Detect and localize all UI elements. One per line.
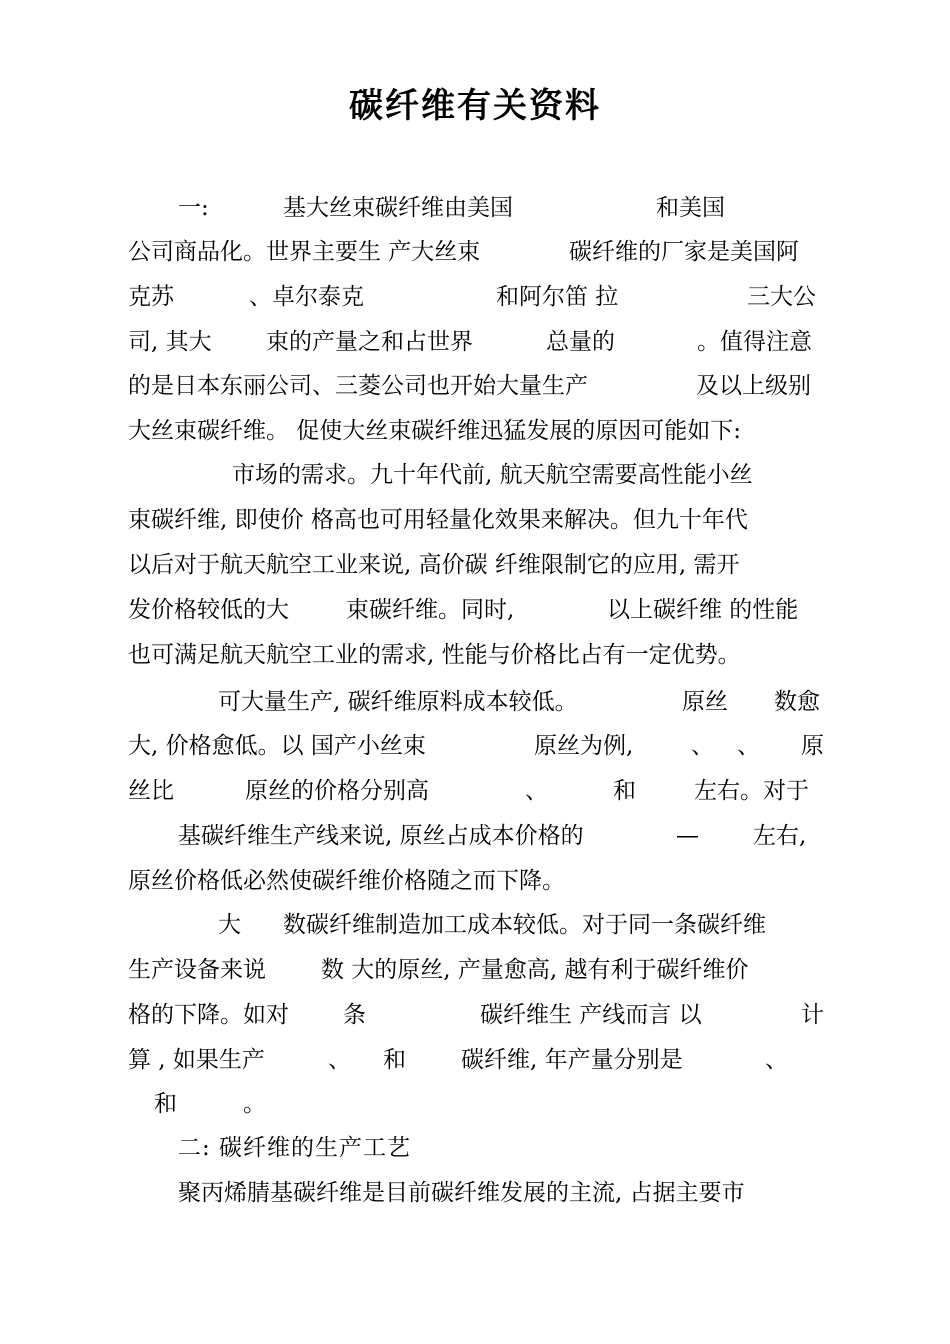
text-segment: 大 xyxy=(218,912,241,938)
text-line xyxy=(0,724,950,768)
text-segment: 司, 其大 xyxy=(128,329,212,355)
text-segment: 总量的 xyxy=(546,329,615,355)
text-segment: 数碳纤维制造加工成本较低。对于同一条碳纤维 xyxy=(283,912,766,938)
text-line xyxy=(0,1082,950,1126)
text-segment: 可大量生产, 碳纤维原料成本较低。 xyxy=(218,689,578,715)
text-segment: 数愈 xyxy=(774,689,820,715)
text-segment: 格的下降。如对 xyxy=(128,1002,289,1028)
text-segment: 原 xyxy=(801,733,824,759)
text-segment: 、 xyxy=(765,1047,788,1073)
text-segment: 束的产量之和占世界 xyxy=(266,329,473,355)
text-line xyxy=(0,993,950,1037)
text-segment: 束碳纤维。同时, xyxy=(346,597,515,623)
text-segment: 、 xyxy=(525,778,548,804)
text-segment: 和 xyxy=(613,778,636,804)
text-line xyxy=(0,680,950,724)
text-segment: 原丝为例, xyxy=(534,733,634,759)
text-segment: 和美国 xyxy=(656,195,725,221)
text-line xyxy=(0,498,950,542)
text-line xyxy=(0,1126,950,1170)
text-segment: 、 xyxy=(691,733,714,759)
text-segment: 条 xyxy=(343,1002,366,1028)
text-line xyxy=(0,275,950,319)
text-segment: 三大公 xyxy=(747,284,816,310)
text-line xyxy=(0,320,950,364)
text-segment: 左右。对于 xyxy=(694,778,809,804)
text-segment: 碳纤维的厂家是美国阿 xyxy=(569,239,799,265)
text-segment: — xyxy=(676,823,699,849)
text-segment: 也可满足航天航空工业的需求, 性能与价格比占有一定优势。 xyxy=(128,642,741,668)
text-line xyxy=(0,543,950,587)
text-segment: 市场的需求。九十年代前, 航天航空需要高性能小丝 xyxy=(232,462,753,488)
text-segment: 大, 价格愈低。以 国产小丝束 xyxy=(128,733,426,759)
text-segment: 和阿尔笛 拉 xyxy=(496,284,619,310)
text-segment: 、 xyxy=(737,733,760,759)
text-line xyxy=(0,364,950,408)
document-title: 碳纤维有关资料 xyxy=(349,86,601,126)
text-segment: 公司商品化。世界主要生 产大丝束 xyxy=(128,239,481,265)
text-segment: 、卓尔泰克 xyxy=(249,284,364,310)
text-segment: 的是日本东丽公司、三菱公司也开始大量生产 xyxy=(128,373,588,399)
text-segment: 数 大的原丝, 产量愈高, 越有利于碳纤维价 xyxy=(321,957,749,983)
text-segment: 、 xyxy=(328,1047,351,1073)
text-line xyxy=(0,859,950,903)
text-segment: 发价格较低的大 xyxy=(128,597,289,623)
text-segment: 左右, xyxy=(753,823,807,849)
text-segment: 和 xyxy=(154,1091,177,1117)
text-segment: 以后对于航天航空工业来说, 高价碳 纤维限制它的应用, 需开 xyxy=(128,552,740,578)
text-segment: 。值得注意 xyxy=(697,329,812,355)
text-segment: 。 xyxy=(243,1091,266,1117)
text-segment: 生产设备来说 xyxy=(128,957,266,983)
text-segment: 计 xyxy=(801,1002,824,1028)
text-segment: 二: 碳纤维的生产工艺 xyxy=(178,1135,412,1161)
text-line xyxy=(0,453,950,497)
text-segment: 一: xyxy=(178,195,209,221)
text-line xyxy=(0,186,950,230)
text-segment: 丝比 xyxy=(128,778,174,804)
text-line xyxy=(0,409,950,453)
text-segment: 大丝束碳纤维。 促使大丝束碳纤维迅猛发展的原因可能如下: xyxy=(128,418,742,444)
text-line xyxy=(0,588,950,632)
text-line xyxy=(0,769,950,813)
text-segment: 基碳纤维生产线来说, 原丝占成本价格的 xyxy=(178,823,584,849)
text-segment: 聚丙烯腈基碳纤维是目前碳纤维发展的主流, 占据主要市 xyxy=(178,1180,745,1206)
text-segment: 原丝 xyxy=(682,689,728,715)
text-segment: 碳纤维生 产线而言 以 xyxy=(480,1002,702,1028)
text-line xyxy=(0,948,950,992)
text-segment: 原丝价格低必然使碳纤维价格随之而下降。 xyxy=(128,868,565,894)
text-segment: 克苏 xyxy=(128,284,174,310)
text-line xyxy=(0,633,950,677)
text-line xyxy=(0,1171,950,1215)
text-segment: 基大丝束碳纤维由美国 xyxy=(283,195,513,221)
text-segment: 以上碳纤维 的性能 xyxy=(607,597,799,623)
text-segment: 和 xyxy=(383,1047,406,1073)
text-segment: 碳纤维, 年产量分别是 xyxy=(461,1047,683,1073)
text-line xyxy=(0,814,950,858)
text-segment: 束碳纤维, 即使价 格高也可用轻量化效果来解决。但九十年代 xyxy=(128,507,748,533)
text-line xyxy=(0,230,950,274)
text-segment: 及以上级别 xyxy=(696,373,811,399)
text-line xyxy=(0,903,950,947)
text-line xyxy=(0,1038,950,1082)
text-segment: 原丝的价格分别高 xyxy=(245,778,429,804)
text-segment: 算 , 如果生产 xyxy=(128,1047,265,1073)
